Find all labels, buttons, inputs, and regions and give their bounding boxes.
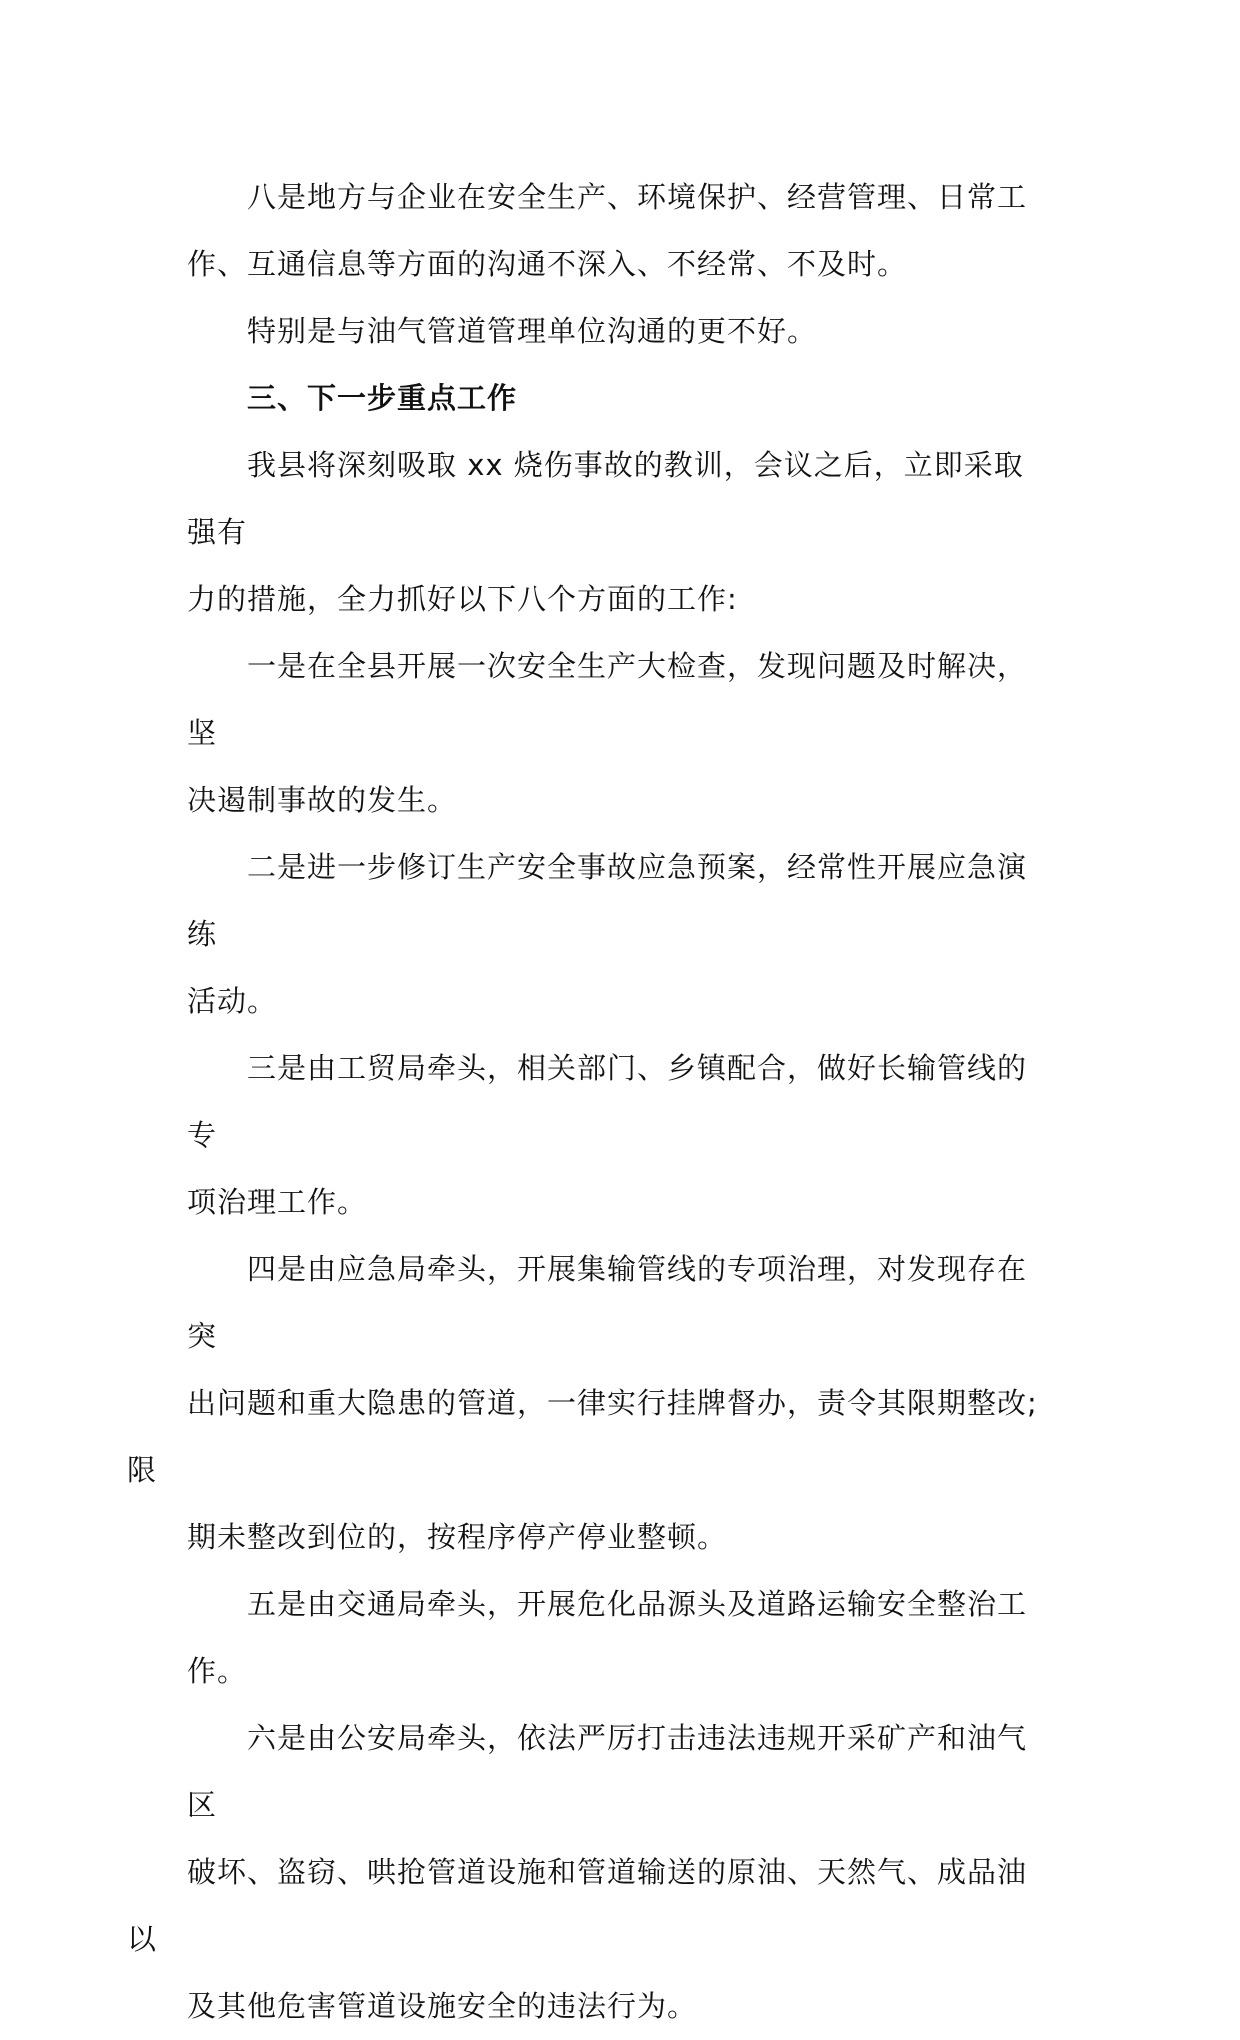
paragraph-line: 作、互通信息等方面的沟通不深入、不经常、不及时。 xyxy=(187,247,908,281)
paragraph-measure-one xyxy=(187,633,1053,834)
paragraph-intro-measures xyxy=(187,432,1053,633)
paragraph-line: 三是由工贸局牵头，相关部门、乡镇配合，做好长输管线的专 xyxy=(187,1051,1028,1152)
paragraph-measure-six xyxy=(127,1705,1053,2040)
paragraph-line: 四是由应急局牵头，开展集输管线的专项治理，对发现存在突 xyxy=(187,1252,1028,1353)
paragraph-measure-five xyxy=(187,1571,1053,1705)
paragraph-line: 特别是与油气管道管理单位沟通的更不好。 xyxy=(247,314,818,348)
paragraph-line: 期未整改到位的，按程序停产停业整顿。 xyxy=(187,1520,728,1554)
section-heading-next-steps xyxy=(187,365,1053,432)
paragraph-line: 我县将深刻吸取 xx 烧伤事故的教训，会议之后，立即采取强有 xyxy=(187,448,1024,549)
paragraph-line: 及其他危害管道设施安全的违法行为。 xyxy=(187,1989,698,2023)
paragraph-line: 破坏、盗窃、哄抢管道设施和管道输送的原油、天然气、成品油以 xyxy=(127,1855,1028,1956)
paragraph-line: 活动。 xyxy=(187,984,278,1018)
paragraph-line: 出问题和重大隐患的管道，一律实行挂牌督办，责令其限期整改;限 xyxy=(127,1386,1038,1487)
paragraph-line: 项治理工作。 xyxy=(187,1185,368,1219)
paragraph-line: 决遏制事故的发生。 xyxy=(187,783,458,817)
paragraph-line: 二是进一步修订生产安全事故应急预案，经常性开展应急演练 xyxy=(187,850,1028,951)
paragraph-item-eight xyxy=(187,164,1053,298)
paragraph-line: 五是由交通局牵头，开展危化品源头及道路运输安全整治工 xyxy=(247,1587,1028,1621)
paragraph-line: 一是在全县开展一次安全生产大检查，发现问题及时解决，坚 xyxy=(187,649,1028,750)
paragraph-line: 八是地方与企业在安全生产、环境保护、经营管理、日常工 xyxy=(247,180,1028,214)
paragraph-measure-two xyxy=(187,834,1053,1035)
paragraph-line: 六是由公安局牵头，依法严厉打击违法违规开采矿产和油气区 xyxy=(187,1721,1028,1822)
heading-text: 三、下一步重点工作 xyxy=(247,381,518,415)
document-body xyxy=(127,164,1053,2040)
paragraph-measure-three xyxy=(187,1035,1053,1236)
paragraph-line: 作。 xyxy=(187,1654,248,1688)
paragraph-pipeline-communication xyxy=(187,298,1053,365)
paragraph-measure-four xyxy=(127,1236,1053,1571)
paragraph-line: 力的措施，全力抓好以下八个方面的工作: xyxy=(187,582,738,616)
